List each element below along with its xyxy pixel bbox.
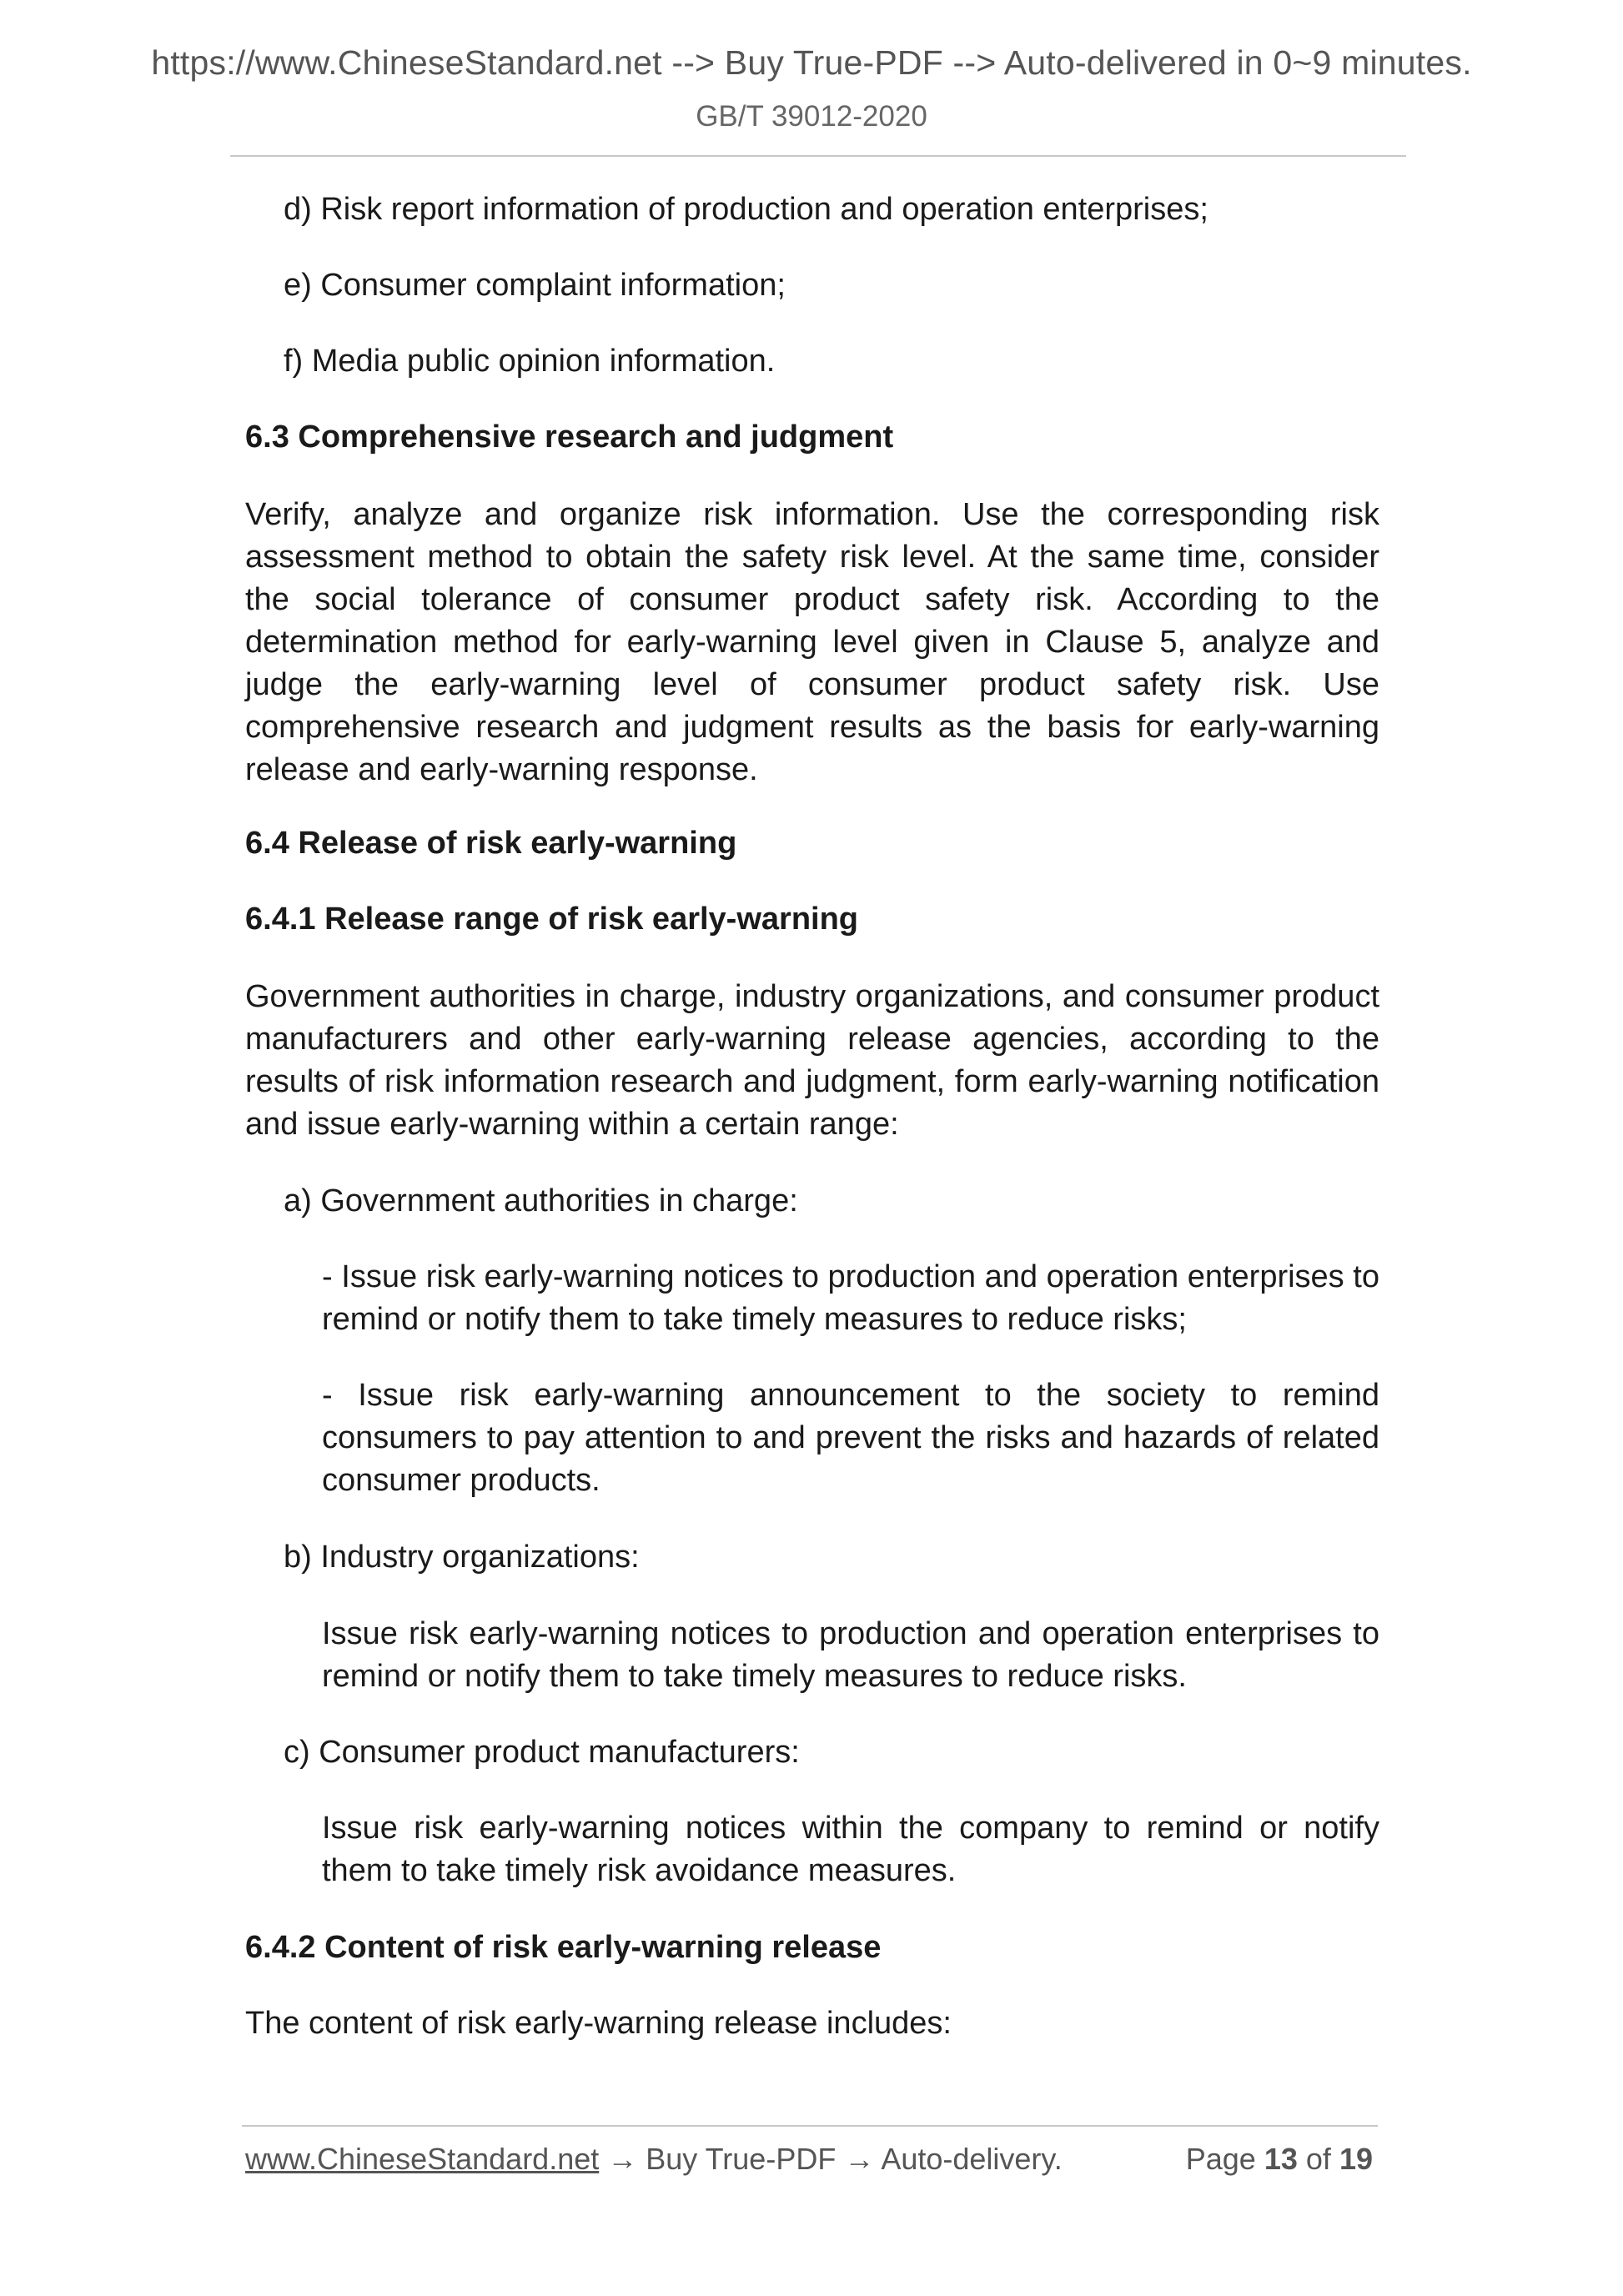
paragraph-6-3: Verify, analyze and organize risk information. Use the corresponding risk assessment method to obtain the safety risk level. At the same time, consider the social tolerance of consumer product safety risk. According to the determination method for early-warning level given in Clause 5, analyze and judge the early-warning level of consumer product safety risk. Use comprehensive research and judgment results as the basis for early-warning release and early-warning response.: [245, 497, 1379, 787]
header-divider: [230, 155, 1406, 157]
page-total: 19: [1339, 2142, 1373, 2176]
page-number: 13: [1264, 2142, 1298, 2176]
list-item-e: e) Consumer complaint information;: [284, 268, 786, 303]
list-item-a-2: - Issue risk early-warning announcement to the society to remind consumers to pay attention to and prevent the risks and hazards of related consumer products.: [322, 1378, 1379, 1498]
list-item-f: f) Media public opinion information.: [284, 344, 776, 379]
section-heading-6-4: 6.4 Release of risk early-warning: [245, 826, 737, 861]
page-word: Page: [1185, 2142, 1256, 2176]
list-item-a: a) Government authorities in charge:: [284, 1183, 798, 1218]
section-heading-6-4-1: 6.4.1 Release range of risk early-warning: [245, 902, 859, 937]
list-item-c: c) Consumer product manufacturers:: [284, 1735, 800, 1770]
footer-site-link[interactable]: www.ChineseStandard.net: [245, 2142, 600, 2176]
page-indicator: [1186, 2142, 1373, 2177]
list-item-d: d) Risk report information of production and operation enterprises;: [284, 192, 1208, 227]
section-heading-6-3: 6.3 Comprehensive research and judgment: [245, 420, 894, 455]
list-item-b-1: Issue risk early-warning notices to production and operation enterprises to remind or notify them to take timely measures to reduce risks.: [322, 1616, 1379, 1694]
footer-left: [245, 2142, 1063, 2177]
page-footer: [245, 2142, 1379, 2188]
of-word: of: [1305, 2142, 1331, 2176]
paragraph-6-4-1: Government authorities in charge, industry organizations, and consumer product manufacturers and other early-warning release agencies, according to the results of risk information research and judgment, form early-warning notification and issue early-warning within a certain range:: [245, 979, 1379, 1142]
header-banner: https://www.ChineseStandard.net --> Buy True-PDF --> Auto-delivered in 0~9 minutes.: [151, 43, 1472, 82]
list-item-b: b) Industry organizations:: [284, 1540, 640, 1575]
list-item-c-1: Issue risk early-warning notices within the company to remind or notify them to take timely risk avoidance measures.: [322, 1811, 1379, 1888]
section-heading-6-4-2: 6.4.2 Content of risk early-warning release: [245, 1930, 882, 1965]
footer-divider: [242, 2125, 1378, 2127]
paragraph-6-4-2: The content of risk early-warning release includes:: [245, 2006, 952, 2041]
standard-number: GB/T 39012-2020: [696, 100, 927, 133]
footer-tagline: → Buy True-PDF → Auto-delivery.: [599, 2142, 1063, 2176]
list-item-a-1: - Issue risk early-warning notices to production and operation enterprises to remind or notify them to take timely measures to reduce risks;: [322, 1259, 1379, 1337]
